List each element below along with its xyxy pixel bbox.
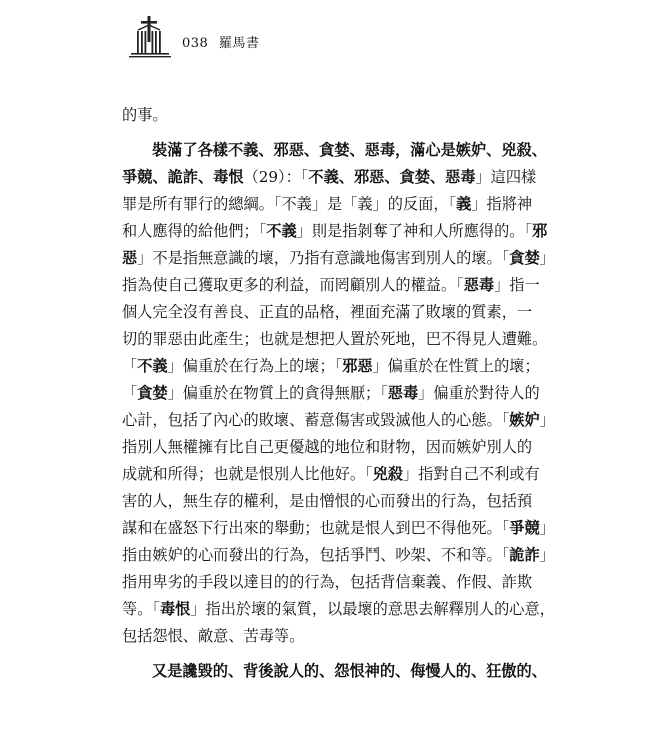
text-segment: 的事。 [122, 106, 168, 124]
text-segment: 」偏重於在物質上的貪得無厭；「 [167, 384, 388, 402]
text-line [122, 569, 533, 596]
text-line [122, 218, 548, 245]
bold-keyword: 不義、邪惡、貪婪、惡毒 [308, 168, 476, 186]
bold-keyword: 嫉妒 [509, 411, 540, 429]
text-segment: 罪是所有罪行的總綱。「不義」是「義」的反面，「 [122, 195, 457, 213]
text-segment: 心計，包括了內心的敗壞、蓄意傷害或毀滅他人的心態。「 [122, 411, 510, 429]
text-segment: 」 [539, 546, 555, 564]
text-line [122, 623, 506, 650]
text-segment: 指別人無權擁有比自己更優越的地位和財物，因而嫉妒別人的 [122, 438, 533, 456]
bold-keyword: 義 [456, 195, 472, 213]
text-line [122, 380, 540, 407]
bold-keyword: 貪婪 [509, 249, 540, 267]
bold-keyword: 不義 [266, 222, 297, 240]
text-line [122, 299, 533, 326]
text-segment: 」偏重於在性質上的壞； [372, 357, 540, 375]
chapter-number: 038 [182, 36, 209, 51]
text-segment: 」不是指無意識的壞，乃指有意識地傷害到別人的壞。「 [137, 249, 510, 267]
text-line [122, 488, 533, 515]
text-segment: 指由嫉妒的心而發出的行為，包括爭鬥、吵架、不和等。「 [122, 546, 510, 564]
body-text [122, 102, 555, 685]
text-segment: 個人完全沒有善良、正直的品格，裡面充滿了敗壞的質素，一 [122, 303, 533, 321]
text-segment: 和人應得的給他們；「 [122, 222, 267, 240]
bold-keyword: 惡 [122, 249, 138, 267]
text-line [122, 434, 533, 461]
bold-keyword: 爭競 [509, 519, 540, 537]
text-line [122, 245, 555, 272]
text-segment: 「 [122, 384, 138, 402]
text-line [122, 542, 555, 569]
bold-keyword: 爭競、詭詐、毒恨 [122, 168, 244, 186]
text-line [122, 137, 547, 164]
text-line [122, 272, 540, 299]
bold-keyword: 邪 [532, 222, 548, 240]
text-line [122, 515, 555, 542]
bold-keyword: 不義 [137, 357, 168, 375]
text-line [122, 407, 555, 434]
page-header [128, 14, 388, 58]
bold-keyword: 裝滿了各樣不義、邪惡、貪婪、惡毒，滿心是嫉妒、兇殺、 [152, 141, 547, 159]
text-segment: 」則是指剝奪了神和人所應得的。「 [296, 222, 533, 240]
bold-keyword: 惡毒 [463, 276, 495, 294]
text-segment: 」 [539, 411, 555, 429]
text-segment: 」偏重於在行為上的壞；「 [167, 357, 343, 375]
text-segment: 等。「 [122, 600, 160, 618]
text-segment: 指用卑劣的手段以達目的的行為，包括背信棄義、作假、詐欺 [122, 573, 533, 591]
text-segment: 」指對自己不利或有 [402, 465, 540, 483]
bold-keyword: 兇殺 [372, 465, 403, 483]
text-line [122, 164, 537, 191]
book-title: 羅馬書 [218, 36, 260, 51]
bold-keyword: 毒恨 [159, 600, 191, 618]
bold-keyword: 詭詐 [509, 546, 540, 564]
text-line [122, 191, 533, 218]
text-segment: 」偏重於對待人的 [418, 384, 540, 402]
text-segment: 」指將神 [471, 195, 533, 213]
text-segment: 指為使自己獲取更多的利益，而罔顧別人的權益。「 [122, 276, 464, 294]
text-line [122, 658, 547, 685]
bold-keyword: 又是讒毀的、背後說人的、怨恨神的、侮慢人的、狂傲的、 [152, 662, 547, 680]
text-segment: 」這四樣 [475, 168, 537, 186]
text-segment: 謀和在盛怒下行出來的舉動；也就是恨人到巴不得他死。「 [122, 519, 510, 537]
text-segment: 包括怨恨、敵意、苦毒等。 [122, 627, 305, 645]
text-segment: 切的罪惡由此產生；也就是想把人置於死地，巴不得見人遭難。 [122, 330, 548, 348]
text-segment: （29）：「 [243, 168, 309, 186]
text-line [122, 596, 555, 623]
text-segment: 」 [539, 249, 555, 267]
text-line [122, 326, 548, 353]
text-segment: 」 [539, 519, 555, 537]
cross-building-icon [128, 14, 172, 58]
text-line [122, 353, 540, 380]
text-segment: 成就和所得；也就是恨別人比他好。「 [122, 465, 373, 483]
text-segment: 害的人，無生存的權利，是由憎恨的心而發出的行為，包括預 [122, 492, 533, 510]
text-line [122, 102, 506, 129]
bold-keyword: 貪婪 [137, 384, 168, 402]
text-line [122, 461, 540, 488]
running-header [182, 32, 259, 51]
text-segment: 「 [122, 357, 138, 375]
bold-keyword: 惡毒 [387, 384, 419, 402]
bold-keyword: 邪惡 [342, 357, 373, 375]
text-segment: 」指出於壞的氣質，以最壞的意思去解釋別人的心意， [190, 600, 555, 618]
text-segment: 」指一 [494, 276, 540, 294]
